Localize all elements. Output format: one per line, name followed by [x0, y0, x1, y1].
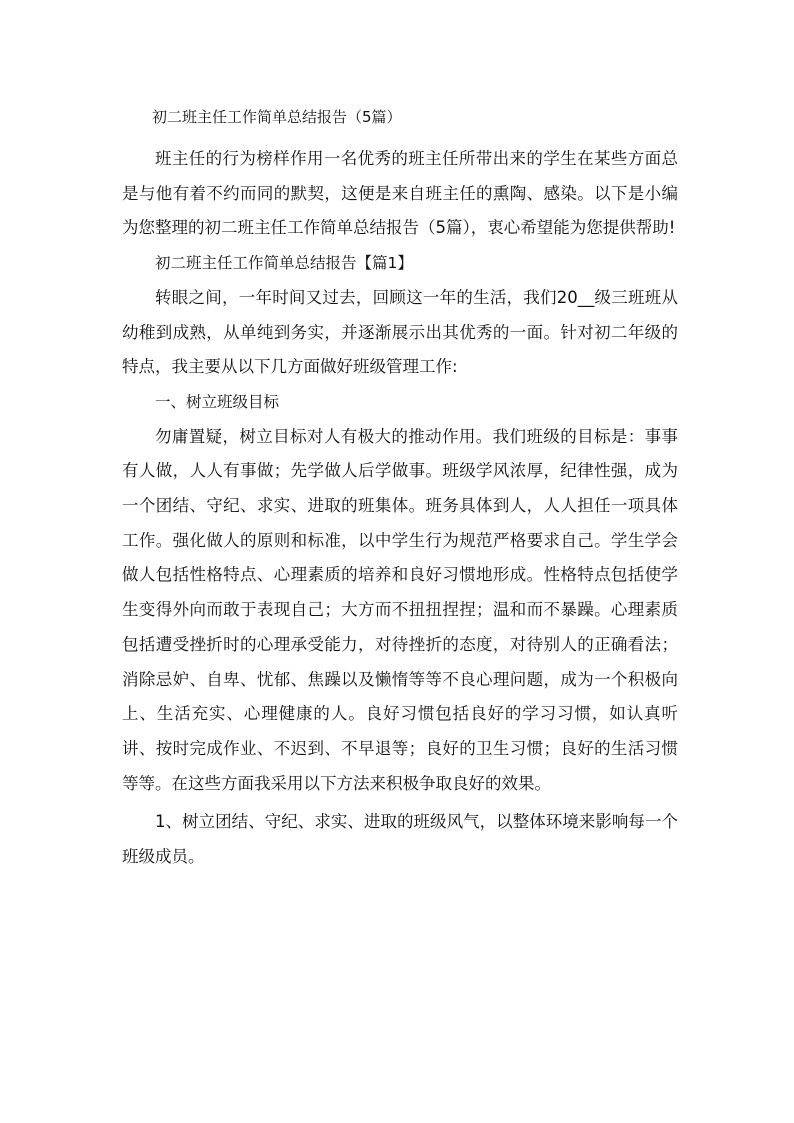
body-paragraph: 转眼之间，一年时间又过去，回顾这一年的生活，我们20__级三班班从幼稚到成熟，从单纯到务实，并逐渐展示出其优秀的一面。针对初二年级的特点，我主要从以下几方面做好班级管理工作:	[122, 287, 678, 377]
section-heading: 一、树立班级目标	[155, 392, 280, 411]
body-paragraph: 1、树立团结、守纪、求实、进取的班级风气，以整体环境来影响每一个班级成员。	[122, 812, 678, 867]
document-title: 初二班主任工作简单总结报告（5篇）	[152, 108, 402, 126]
intro-paragraph: 班主任的行为榜样作用一名优秀的班主任所带出来的学生在某些方面总是与他有着不约而同的默契，这便是来自班主任的熏陶、感染。以下是小编为您整理的初二班主任工作简单总结报告（5篇），衷心希望能为您提供帮助!	[122, 149, 678, 238]
body-paragraph: 勿庸置疑，树立目标对人有极大的推动作用。我们班级的目标是：事事有人做，人人有事做；先学做人后学做事。班级学风浓厚，纪律性强，成为一个团结、守纪、求实、进取的班集体。班务具体到人，人人担任一项具体工作。强化做人的原则和标准，以中学生行为规范严格要求自己。学生学会做人包括性格特点、心理素质的培养和良好习惯地形成。性格特点包括使学生变得外向而敢于表现自己；大方而不扭扭捏捏；温和而不暴躁。心理素质包括遭受挫折时的心理承受能力，对待挫折的态度，对待别人的正确看法；消除忌妒、自卑、忧郁、焦躁以及懒惰等等不良心理问题，成为一个积极向上、生活充实、心理健康的人。良好习惯包括良好的学习习惯，如认真听讲、按时完成作业、不迟到、不早退等；良好的卫生习惯；良好的生活习惯等等。在这些方面我采用以下方法来积极争取良好的效果。	[122, 426, 678, 793]
article-title: 初二班主任工作简单总结报告【篇1】	[155, 254, 413, 273]
document-body	[122, 103, 678, 875]
